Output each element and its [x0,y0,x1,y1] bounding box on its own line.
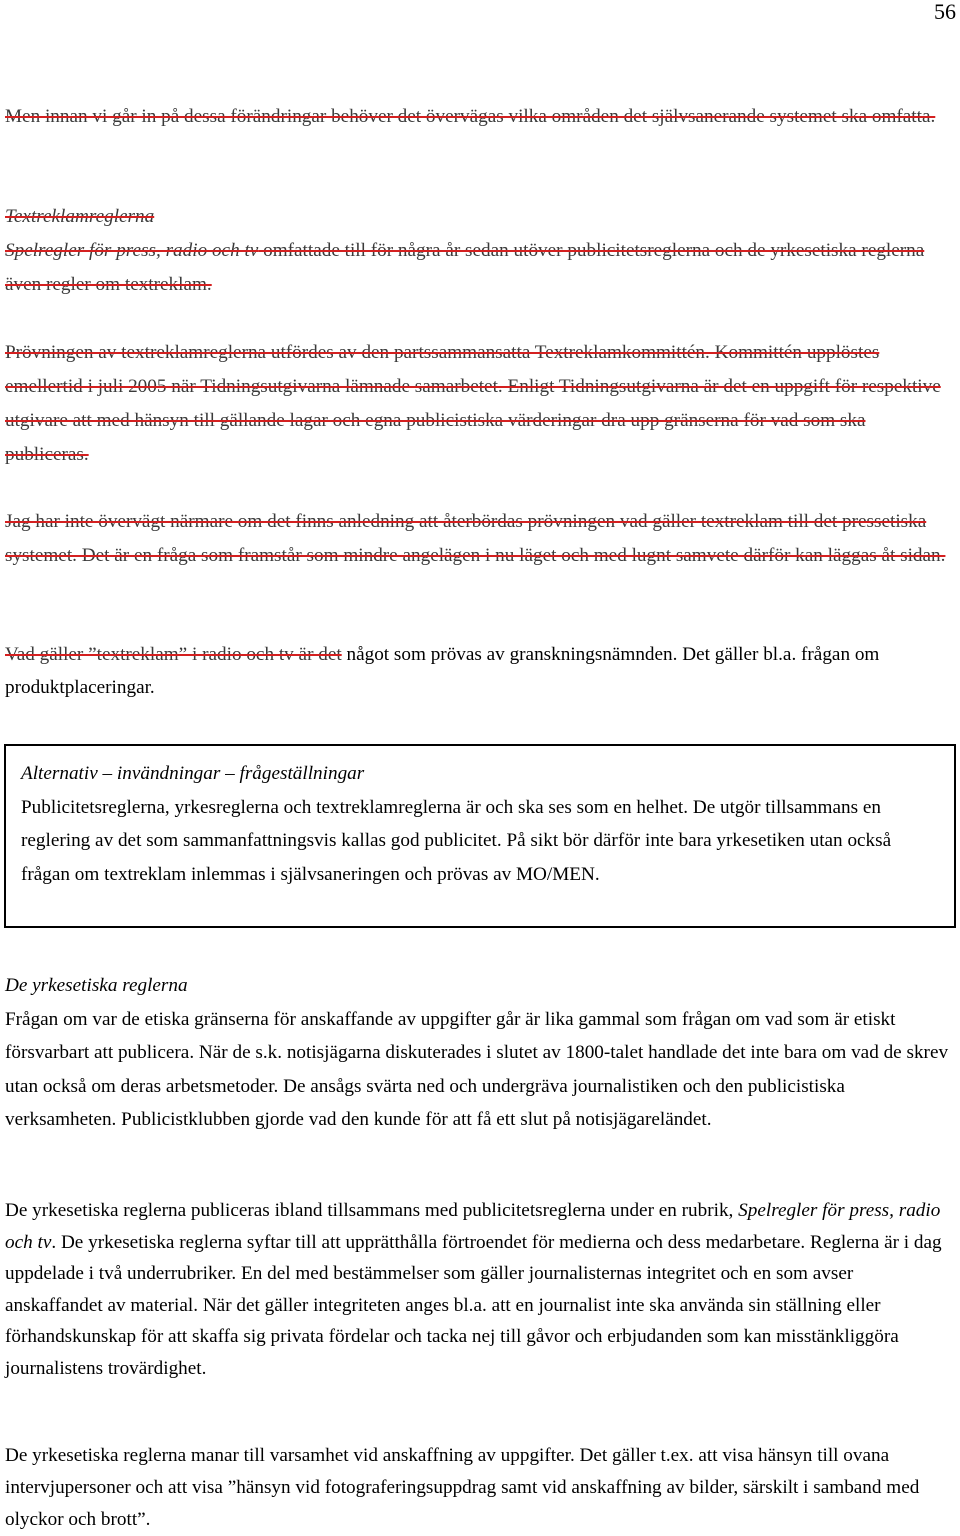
paragraph-author-consideration: Jag har inte övervägt närmare om det finns anledning att återbördas prövningen vad gäller textreklam till det pressetiska systemet. Det är en fråga som framstår som mindre angelägen i nu läget och med lugnt samvete därför kan läggas åt sidan. [5,511,946,566]
yrkesetiska-paragraph-3: De yrkesetiska reglerna manar till varsamhet vid anskaffning av uppgifter. Det gäller t.ex. att visa hänsyn till ovana intervjupersoner och att visa ”hänsyn vid fotograferingsuppdrag samt vid anskaffning av bilder, särskilt i samband med olyckor och brott”. [5,1445,920,1530]
plain-text-radio-tv: något som prövas av granskningsnämnden. Det gäller bl.a. frågan om produktplaceringar. [5,644,880,698]
paragraph-scope: Men innan vi går in på dessa förändringar behöver det övervägas vilka områden det självsanerande systemet ska omfatta. [5,106,936,127]
paragraph-radio-tv [5,638,953,704]
section-heading-textreklam: Textreklamreglerna [5,206,155,227]
yrkesetiska-p2-before: De yrkesetiska reglerna publiceras ibland tillsammans med publicitetsreglerna under en rubrik, [5,1200,739,1221]
yrkesetiska-paragraph-1: Frågan om var de etiska gränserna för anskaffande av uppgifter går är lika gammal som frågan om vad som är etiskt försvarbart att publicera. När de s.k. notisjägarna diskuterades i slutet av 1800-talet handlade det inte bara om vad de skrev utan också om deras arbetsmetoder. De ansågs svärta ned och undergräva journalistiken och den publicistiska verksamheten. Publicistklubben gjorde vad den kunde för att få ett slut på notisjägareländet. [5,1008,949,1130]
struck-text-radio-tv: Vad gäller ”textreklam” i radio och tv är det [5,644,342,665]
yrkesetiska-paragraph-2 [5,1195,953,1384]
alternatives-heading: Alternativ – invändningar – frågeställningar [21,763,365,784]
section-textreklam [5,200,953,302]
paragraph-textreklam-committee: Prövningen av textreklamreglerna utfördes av den partssammansatta Textreklamkommittén. Kommittén upplöstes emellertid i juli 2005 när Tidningsutgivarna lämnade samarbetet. Enligt Tidningsutgivarna är det en uppgift för respektive utgivare att med hänsyn till gällande lagar och egna publicistiska värderingar dra upp gränserna för vad som ska publiceras. [5,342,941,465]
yrkesetiska-p2-title: Spelregler för press, radio och tv [5,1200,941,1253]
alternatives-box [4,744,956,928]
section-heading-yrkesetiska: De yrkesetiska reglerna [5,975,188,996]
rulebook-title: Spelregler för press, radio och tv [5,240,259,261]
page-number: 56 [934,0,956,24]
textreklam-intro-text: omfattade till för några år sedan utöver publicitetsreglerna och de yrkesetiska reglerna även regler om textreklam. [5,240,925,295]
section-yrkesetiska [5,969,953,1137]
alternatives-text: Publicitetsreglerna, yrkesreglerna och textreklamreglerna är och ska ses som en helhet. De utgör tillsammans en reglering av det som sammanfattningsvis kallas god publicitet. På sikt bör därför inte bara yrkesetiken utan också frågan om textreklam inlemmas i självsaneringen och prövas av MO/MEN. [21,796,892,886]
yrkesetiska-p2-after: . De yrkesetiska reglerna syftar till att upprätthålla förtroendet för medierna och dess medarbetare. Reglerna är i dag uppdelade i två underrubriker. En del med bestämmelser som gäller journalisternas integritet och en som avser anskaffandet av material. När det gäller integriteten anges bl.a. att en journalist inte ska använda sin ställning eller förhandskunskap för att skaffa sig privata fördelar och tacka nej till gåvor och erbjudanden som kan misstänkliggöra journalistens trovärdighet. [5,1231,942,1379]
